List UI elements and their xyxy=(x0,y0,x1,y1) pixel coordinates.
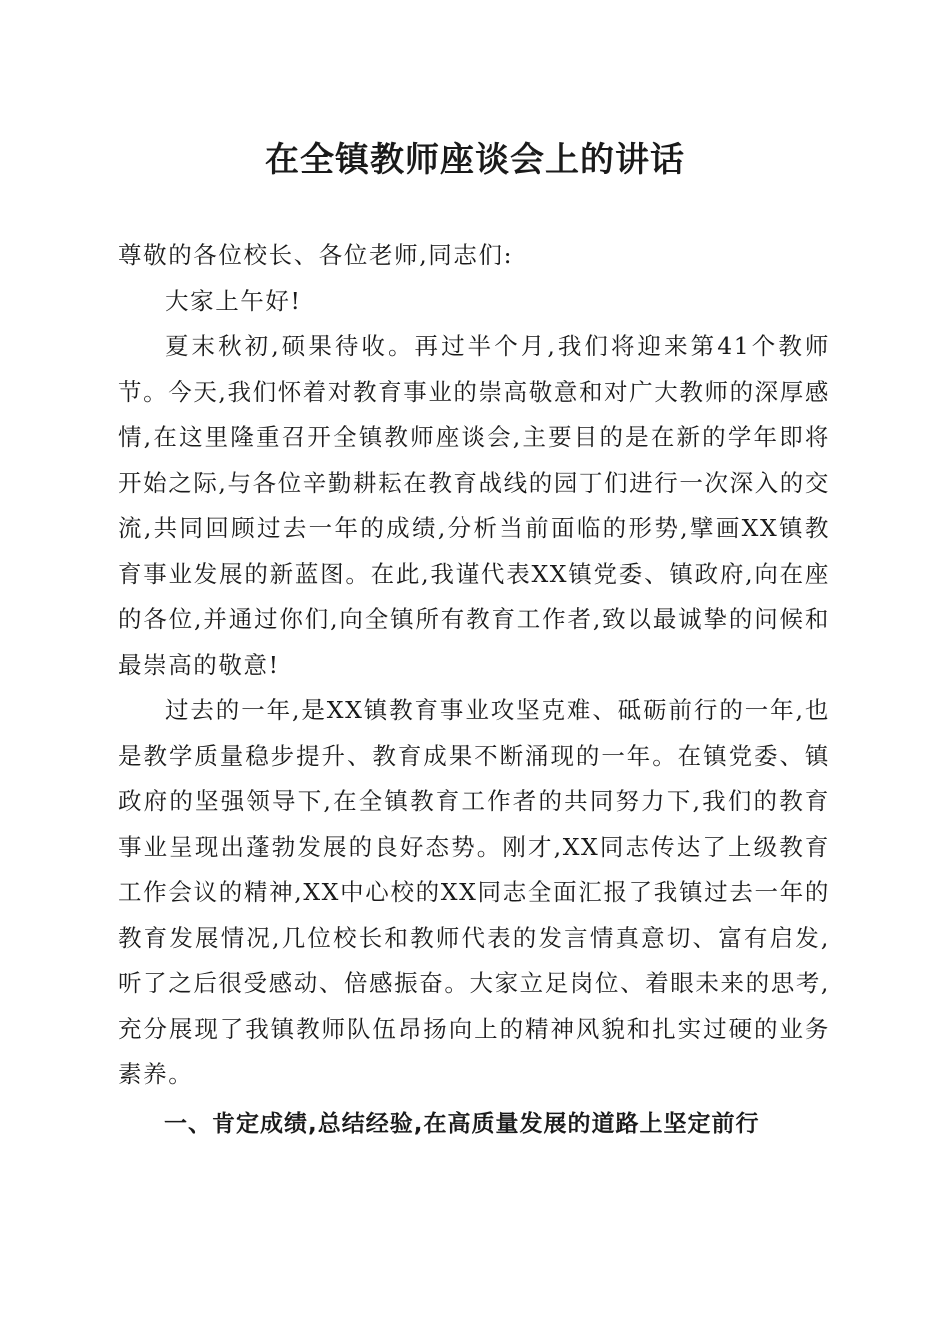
section-heading-1: 一、肯定成绩,总结经验,在高质量发展的道路上坚定前行 xyxy=(164,1110,760,1137)
paragraph-1: 夏末秋初,硕果待收。再过半个月,我们将迎来第41个教师节。今天,我们怀着对教育事业的崇高敬意和对广大教师的深厚感情,在这里隆重召开全镇教师座谈会,主要目的是在新的学年即将开始之际,与各位辛勤耕耘在教育战线的园丁们进行一次深入的交流,共同回顾过去一年的成绩,分析当前面临的形势,擘画XX镇教育事业发展的新蓝图。在此,我谨代表XX镇党委、镇政府,向在座的各位,并通过你们,向全镇所有教育工作者,致以最诚挚的问候和最崇高的敬意! xyxy=(118,332,830,679)
document-title: 在全镇教师座谈会上的讲话 xyxy=(265,140,685,180)
greeting-line: 大家上午好! xyxy=(165,286,302,315)
salutation-line: 尊敬的各位校长、各位老师,同志们: xyxy=(118,241,514,269)
paragraph-2: 过去的一年,是XX镇教育事业攻坚克难、砥砺前行的一年,也是教学质量稳步提升、教育成果不断涌现的一年。在镇党委、镇政府的坚强领导下,在全镇教育工作者的共同努力下,我们的教育事业呈现出蓬勃发展的良好态势。刚才,XX同志传达了上级教育工作会议的精神,XX中心校的XX同志全面汇报了我镇过去一年的教育发展情况,几位校长和教师代表的发言情真意切、富有启发,听了之后很受感动、倍感振奋。大家立足岗位、着眼未来的思考,充分展现了我镇教师队伍昂扬向上的精神风貌和扎实过硬的业务素养。 xyxy=(118,696,830,1088)
document-body xyxy=(118,233,830,1147)
